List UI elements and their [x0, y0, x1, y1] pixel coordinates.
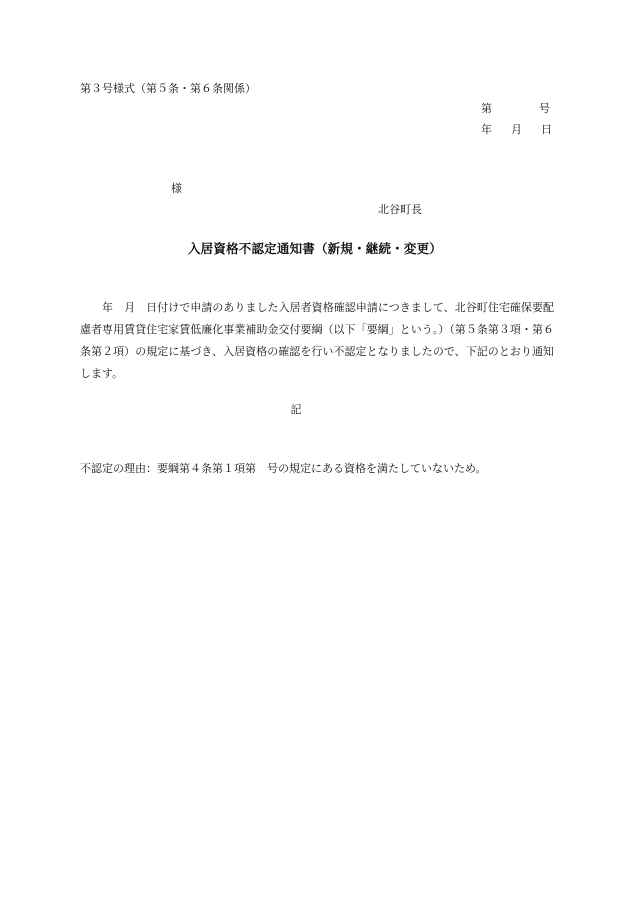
- form-number: 第３号様式（第５条・第６条関係）: [80, 82, 256, 95]
- rejection-reason: 不認定の理由：要綱第４条第１項第 号の規定にある資格を満たしていないため。: [80, 462, 487, 475]
- recipient-suffix: 様: [171, 182, 182, 195]
- date-month: 月: [511, 123, 522, 136]
- date-day: 日: [541, 123, 552, 136]
- ki-label: 記: [290, 403, 302, 416]
- document-number-label: 第: [481, 102, 492, 115]
- date-year: 年: [481, 123, 492, 136]
- body-paragraph: 年 月 日付けで申請のありました入居者資格確認申請につきまして、北谷町住宅確保要配慮者専用賃貸住宅家賃低廉化事業補助金交付要綱（以下「要綱」という。）（第５条第３項・第６条第２項）の規定に基づき、入居資格の確認を行い不認定となりましたので、下記のとおり通知します。: [80, 301, 554, 380]
- ki-heading: [0, 404, 630, 415]
- sender: 北谷町長: [378, 203, 422, 216]
- document-number-suffix: 号: [539, 102, 550, 115]
- document-title: 入居資格不認定通知書（新規・継続・変更）: [187, 241, 442, 256]
